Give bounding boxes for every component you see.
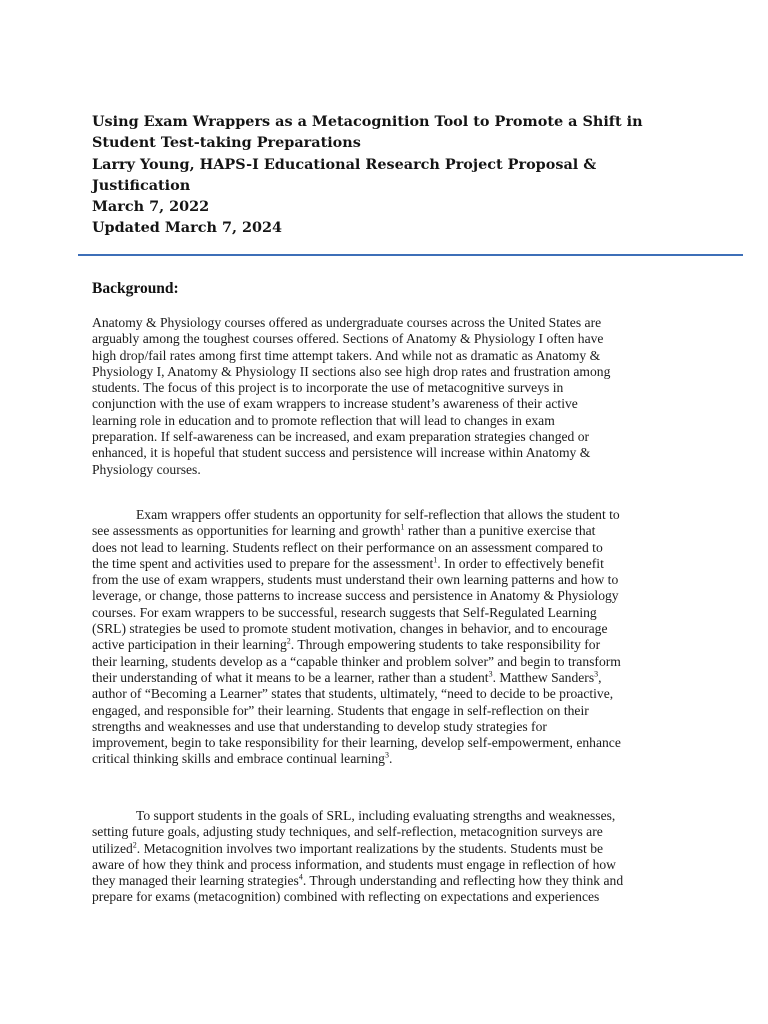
section-heading: Background:: [92, 280, 179, 297]
text-line: author of “Becoming a Learner” states that students, ultimately, “need to decide to be proactive,: [92, 686, 614, 702]
text-line: Exam wrappers offer students an opportunity for self-reflection that allows the student to: [136, 507, 620, 522]
text-line: improvement, begin to take responsibility for their learning, develop self-empowerment, enhance: [92, 735, 621, 751]
author-line: Justification: [92, 176, 191, 194]
title-line: Student Test-taking Preparations: [92, 134, 361, 152]
text-line: Physiology I, Anatomy & Physiology II sections also see high drop rates and frustration among: [92, 363, 611, 379]
title-line: Using Exam Wrappers as a Metacognition Tool to Promote a Shift in: [92, 113, 643, 130]
text-line: from the use of exam wrappers, students must understand their own learning patterns and how to: [92, 572, 619, 588]
footnote-reference: 3: [384, 750, 389, 760]
text-line: setting future goals, adjusting study techniques, and self-reflection, metacognition surveys are: [92, 824, 603, 840]
text-line: utilized$^2$. Metacognition involves two important realizations by the students. Students must be: [92, 840, 604, 856]
footnote-reference: 1: [400, 522, 405, 532]
text-line: prepare for exams (metacognition) combined with reflecting on expectations and experiences: [92, 889, 600, 905]
footnote-reference: 4: [298, 872, 303, 882]
text-line: see assessments as opportunities for learning and growth$^1$ rather than a punitive exercise that: [92, 522, 596, 539]
body-paragraph: [92, 315, 712, 478]
text-line: Anatomy & Physiology courses offered as undergraduate courses across the United States are: [92, 315, 602, 330]
footnote-reference: 2: [286, 636, 291, 646]
body-paragraph: [92, 808, 712, 906]
text-line: preparation. If self-awareness can be increased, and exam preparation strategies changed or: [92, 429, 590, 445]
text-line: To support students in the goals of SRL, including evaluating strengths and weaknesses,: [136, 808, 616, 823]
horizontal-divider: [78, 254, 743, 256]
text-line: aware of how they think and process information, and students must engage in reflection of how: [92, 856, 616, 872]
text-line: their learning, students develop as a “capable thinker and problem solver” and begin to transform: [92, 653, 621, 669]
footnote-reference: 2: [132, 840, 137, 850]
text-line: (SRL) strategies be used to promote student motivation, changes in behavior, and to encourage: [92, 621, 608, 637]
text-line: Physiology courses.: [92, 461, 201, 477]
footnote-reference: 3: [594, 669, 599, 679]
text-line: courses. For exam wrappers to be successful, research suggests that Self-Regulated Learning: [92, 604, 597, 620]
text-line: enhanced, it is hopeful that student success and persistence will increase within Anatomy &: [92, 445, 591, 461]
text-line: the time spent and activities used to prepare for the assessment$^1$. In order to effectively benefit: [92, 555, 604, 571]
text-line: arguably among the toughest courses offered. Sections of Anatomy & Physiology I often have: [92, 331, 604, 347]
text-line: strengths and weaknesses and use that understanding to develop study strategies for: [92, 718, 547, 734]
text-line: leverage, or change, those patterns to increase success and persistence in Anatomy & Physiology: [92, 588, 619, 604]
updated-date-line: Updated March 7, 2024: [92, 219, 283, 237]
text-line: learning role in education and to promote reflection that will lead to changes in exam: [92, 412, 555, 428]
text-line: critical thinking skills and embrace continual learning$^3$.: [92, 750, 393, 767]
text-line: conjunction with the use of exam wrappers to increase student’s awareness of their active: [92, 396, 578, 412]
text-line: engaged, and responsible for” their learning. Students that engage in self-reflection on their: [92, 702, 589, 718]
text-line: they managed their learning strategies$^4$. Through understanding and reflecting how they think and: [92, 872, 624, 889]
footnote-reference: 3: [488, 669, 493, 679]
text-line: active participation in their learning$^2$. Through empowering students to take responsibility for: [92, 636, 601, 653]
body-paragraph: [92, 507, 712, 768]
date-line: March 7, 2022: [92, 198, 210, 216]
text-line: students. The focus of this project is to incorporate the use of metacognitive surveys in: [92, 380, 564, 396]
text-line: their understanding of what it means to be a learner, rather than a student$^3$. Matthew Sanders$^3$,: [92, 669, 602, 685]
author-line: Larry Young, HAPS-I Educational Research Project Proposal &: [92, 155, 597, 173]
footnote-reference: 1: [433, 555, 438, 565]
text-line: high drop/fail rates among first time attempt takers. And while not as dramatic as Anatomy &: [92, 347, 601, 363]
document-title-block: [92, 111, 692, 239]
text-line: does not lead to learning. Students reflect on their performance on an assessment compared to: [92, 539, 603, 555]
